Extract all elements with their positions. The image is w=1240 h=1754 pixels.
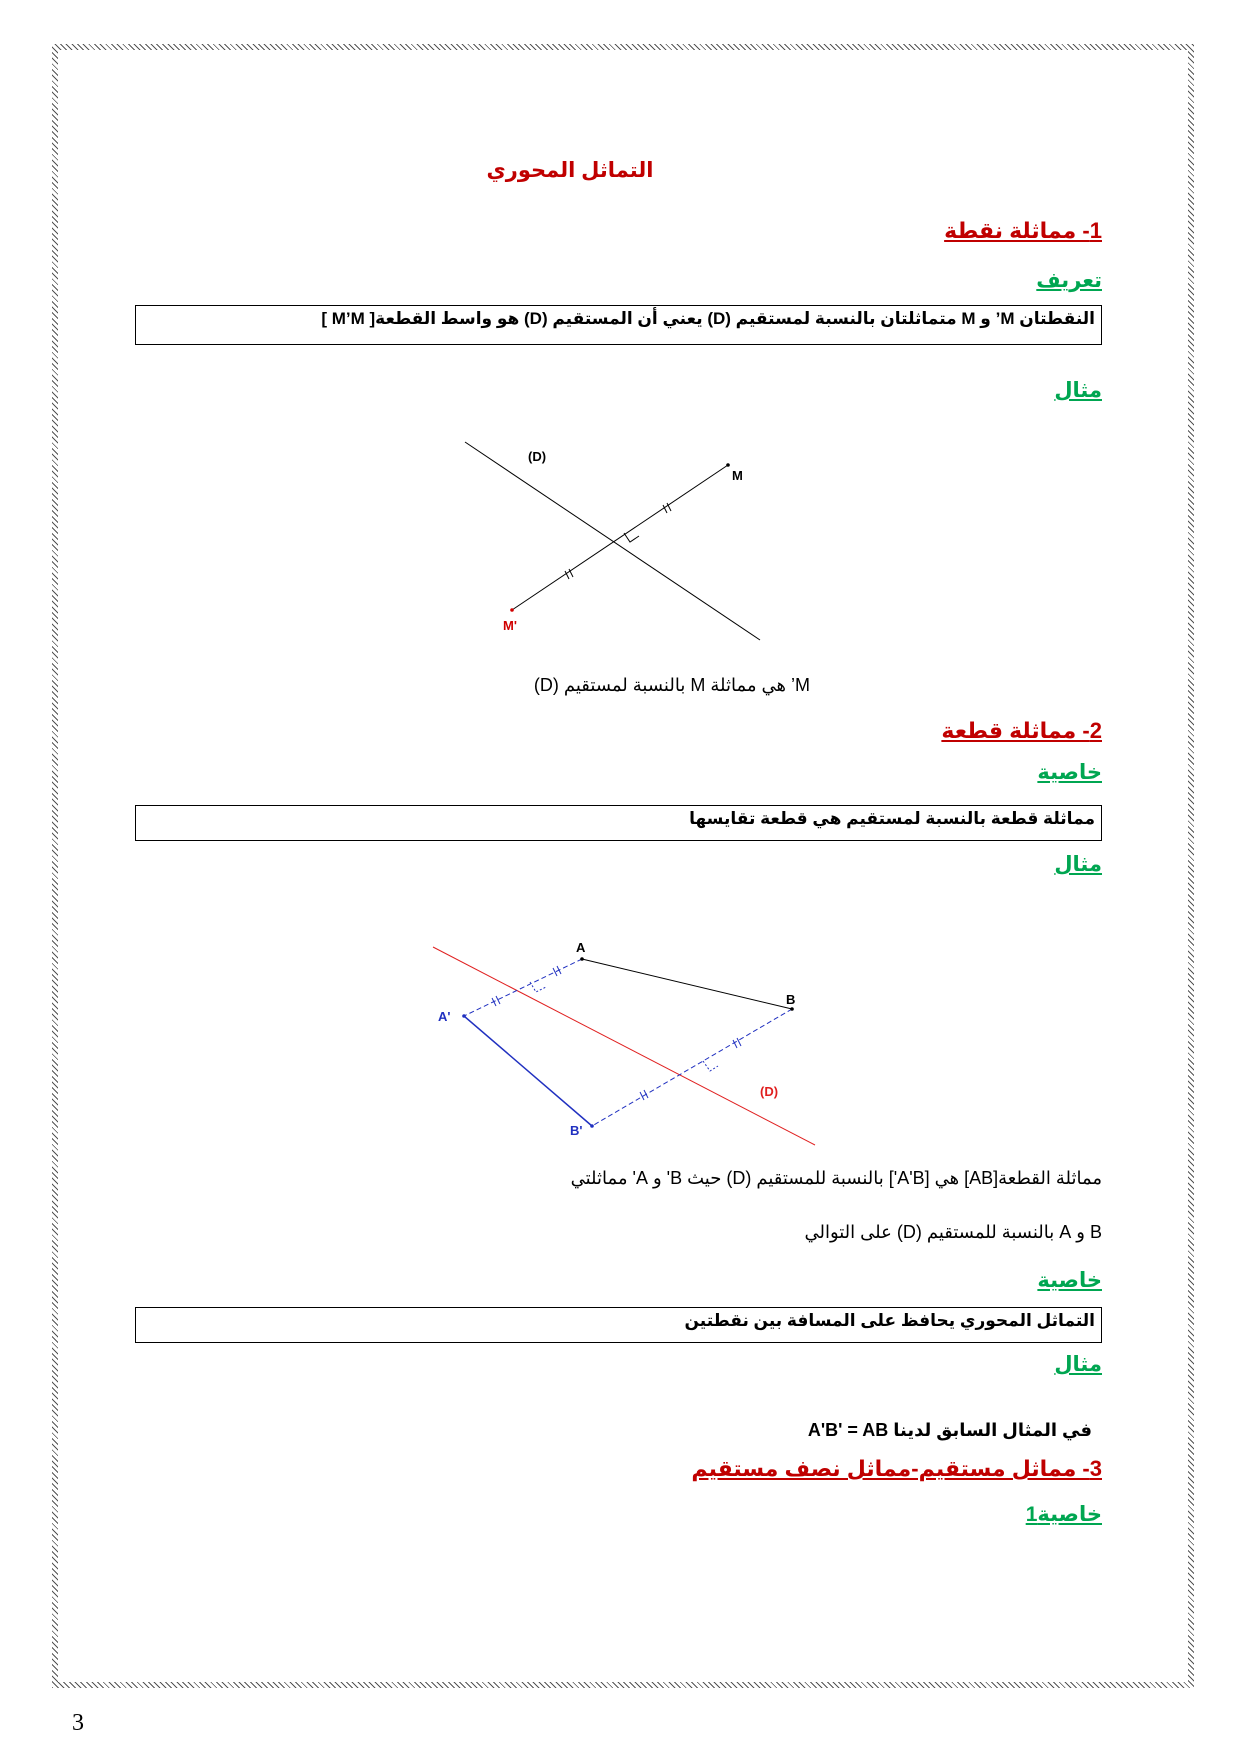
- section1-heading: 1- مماثلة نقطة: [944, 218, 1102, 243]
- page-border: [52, 44, 1194, 1688]
- property-label-1: خاصية: [1037, 761, 1102, 784]
- example-label-3: مثال: [1054, 1353, 1102, 1376]
- definition-box: [135, 305, 1102, 345]
- point-b-prime-label: B': [570, 1123, 583, 1138]
- property-box-2: [135, 1307, 1102, 1343]
- property-label-2: خاصية: [1037, 1269, 1102, 1292]
- page-title: التماثل المحوري: [486, 159, 654, 182]
- point-a-label: A: [576, 940, 586, 955]
- property-text-1: مماثلة قطعة بالنسبة لمستقيم هي قطعة تقايسها: [689, 809, 1095, 828]
- definition-text: النقطتان M’ و M متماثلتان بالنسبة لمستقيم (D) يعني أن المستقيم (D) هو واسط القطعة[ M’M ]: [321, 309, 1095, 328]
- point-a-prime-label: A': [438, 1009, 451, 1024]
- definition-label: تعريف: [1036, 269, 1102, 292]
- line-d-label: (D): [528, 449, 547, 464]
- figure-point-symmetry: [440, 430, 780, 655]
- caption-2-line1: مماثلة القطعة[AB] هي [A'B'] بالنسبة للمستقيم (D) حيث B' و A' مماثلتي: [570, 1168, 1102, 1188]
- example-label-2: مثال: [1054, 853, 1102, 876]
- property-label-3: خاصية1: [1025, 1503, 1102, 1526]
- example-label-1: مثال: [1054, 379, 1102, 402]
- property-text-2: التماثل المحوري يحافظ على المسافة بين نقطتين: [684, 1311, 1095, 1330]
- caption-1: M’ هي مماثلة M بالنسبة لمستقيم (D): [533, 675, 810, 695]
- line-d-label-2: (D): [760, 1084, 779, 1099]
- property-box-1: [135, 805, 1102, 841]
- point-b-label: B: [786, 992, 796, 1007]
- point-m-label: M: [732, 468, 743, 483]
- section2-heading: 2- مماثلة قطعة: [941, 718, 1102, 743]
- example-2-text: في المثال السابق لدينا A'B' = AB: [807, 1420, 1092, 1440]
- section3-heading: 3- مماثل مستقيم-مماثل نصف مستقيم: [691, 1456, 1102, 1481]
- figure-segment-symmetry: [420, 930, 820, 1155]
- point-m-prime-label: M': [503, 618, 517, 633]
- page-number: 3: [72, 1710, 84, 1736]
- caption-2-line2: B و A بالنسبة للمستقيم (D) على التوالي: [804, 1222, 1102, 1242]
